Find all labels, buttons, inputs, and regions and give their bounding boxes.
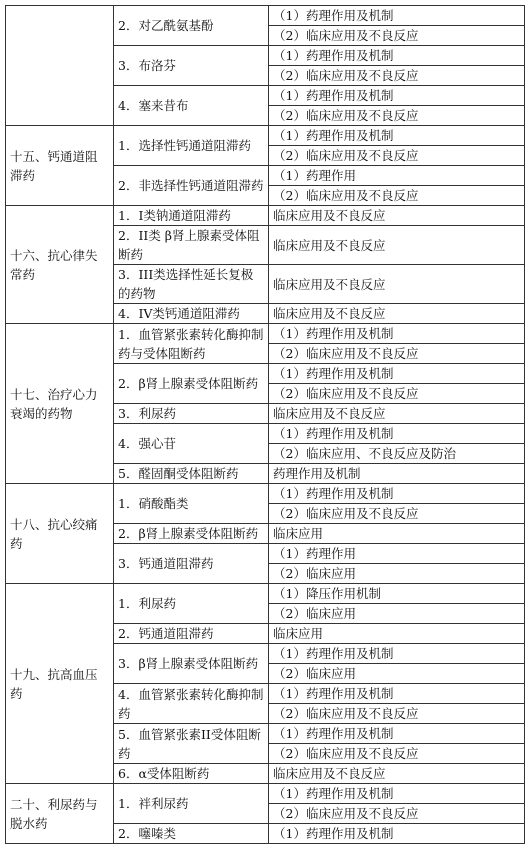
drug-name: 2．钙通道阻滞药 [114,624,269,644]
drug-name: 1．血管紧张素转化酶抑制药与受体阻断药 [114,324,269,364]
section-label: 十七、治疗心力衰竭的药物 [6,324,114,484]
drug-name: 2．II类 β肾上腺素受体阻断药 [114,226,269,265]
study-point: （2）临床应用、不良反应及防治 [269,444,525,464]
drug-name: 2．对乙酰氨基酚 [114,6,269,46]
drug-name: 2．噻嗪类 [114,824,269,844]
table-row [6,584,525,604]
study-point: （2）临床应用 [269,564,525,584]
drug-name: 1．I类钠通道阻滞药 [114,206,269,226]
study-point: （2）临床应用及不良反应 [269,186,525,206]
section-label: 十六、抗心律失常药 [6,206,114,324]
study-point: 临床应用 [269,624,525,644]
section-label: 十八、抗心绞痛药 [6,484,114,584]
table-row [6,126,525,146]
drug-name: 6．α受体阻断药 [114,764,269,784]
study-point: （2）临床应用及不良反应 [269,384,525,404]
study-point: （1）药理作用及机制 [269,824,525,844]
study-point: （1）药理作用 [269,544,525,564]
study-point: （2）临床应用及不良反应 [269,106,525,126]
study-point: （2）临床应用及不良反应 [269,804,525,824]
study-point: （1）药理作用及机制 [269,86,525,106]
drug-name: 3．III类选择性延长复极的药物 [114,265,269,304]
study-point: 药理作用及机制 [269,464,525,484]
section-label: 十九、抗高血压药 [6,584,114,784]
section-label: 十五、钙通道阻滞药 [6,126,114,206]
study-point: （1）药理作用及机制 [269,364,525,384]
study-point: （2）临床应用及不良反应 [269,344,525,364]
study-point: （2）临床应用 [269,604,525,624]
drug-name: 3．钙通道阻滞药 [114,544,269,584]
study-point: （1）药理作用及机制 [269,46,525,66]
study-point: 临床应用及不良反应 [269,206,525,226]
study-point: （1）药理作用及机制 [269,784,525,804]
study-point: （1）药理作用及机制 [269,324,525,344]
table-row [6,324,525,344]
study-point: （1）药理作用及机制 [269,724,525,744]
drug-name: 3．β肾上腺素受体阻断药 [114,644,269,684]
drug-name: 1．选择性钙通道阻滞药 [114,126,269,166]
drug-name: 2．非选择性钙通道阻滞药 [114,166,269,206]
study-point: （1）药理作用及机制 [269,644,525,664]
study-point: （1）药理作用及机制 [269,424,525,444]
study-point: （2）临床应用及不良反应 [269,704,525,724]
table-row [6,484,525,504]
drug-name: 5．血管紧张素II受体阻断药 [114,724,269,764]
table-row [6,206,525,226]
syllabus-table [5,5,525,844]
table-row [6,6,525,26]
syllabus-table-body [6,6,525,844]
drug-name: 1．硝酸酯类 [114,484,269,524]
drug-name: 3．布洛芬 [114,46,269,86]
study-point: 临床应用及不良反应 [269,265,525,304]
study-point: 临床应用及不良反应 [269,304,525,324]
section-label: 二十、利尿药与脱水药 [6,784,114,844]
study-point: （2）临床应用及不良反应 [269,26,525,46]
study-point: （2）临床应用及不良反应 [269,66,525,86]
study-point: （2）临床应用及不良反应 [269,504,525,524]
drug-name: 1．利尿药 [114,584,269,624]
drug-name: 1．袢利尿药 [114,784,269,824]
study-point: （1）药理作用及机制 [269,684,525,704]
study-point: （2）临床应用及不良反应 [269,744,525,764]
study-point: （2）临床应用 [269,664,525,684]
study-point: （1）药理作用及机制 [269,484,525,504]
drug-name: 4．血管紧张素转化酶抑制药 [114,684,269,724]
drug-name: 4．强心苷 [114,424,269,464]
study-point: （2）临床应用及不良反应 [269,146,525,166]
drug-name: 4．塞来昔布 [114,86,269,126]
study-point: 临床应用及不良反应 [269,226,525,265]
drug-name: 2．β肾上腺素受体阻断药 [114,364,269,404]
drug-name: 4．IV类钙通道阻滞药 [114,304,269,324]
section-label [6,6,114,126]
study-point: 临床应用及不良反应 [269,764,525,784]
drug-name: 2．β肾上腺素受体阻断药 [114,524,269,544]
drug-name: 5．醛固酮受体阻断药 [114,464,269,484]
study-point: 临床应用及不良反应 [269,404,525,424]
drug-name: 3．利尿药 [114,404,269,424]
table-row [6,784,525,804]
study-point: （1）药理作用及机制 [269,6,525,26]
study-point: （1）降压作用机制 [269,584,525,604]
study-point: 临床应用 [269,524,525,544]
study-point: （1）药理作用及机制 [269,126,525,146]
study-point: （1）药理作用 [269,166,525,186]
